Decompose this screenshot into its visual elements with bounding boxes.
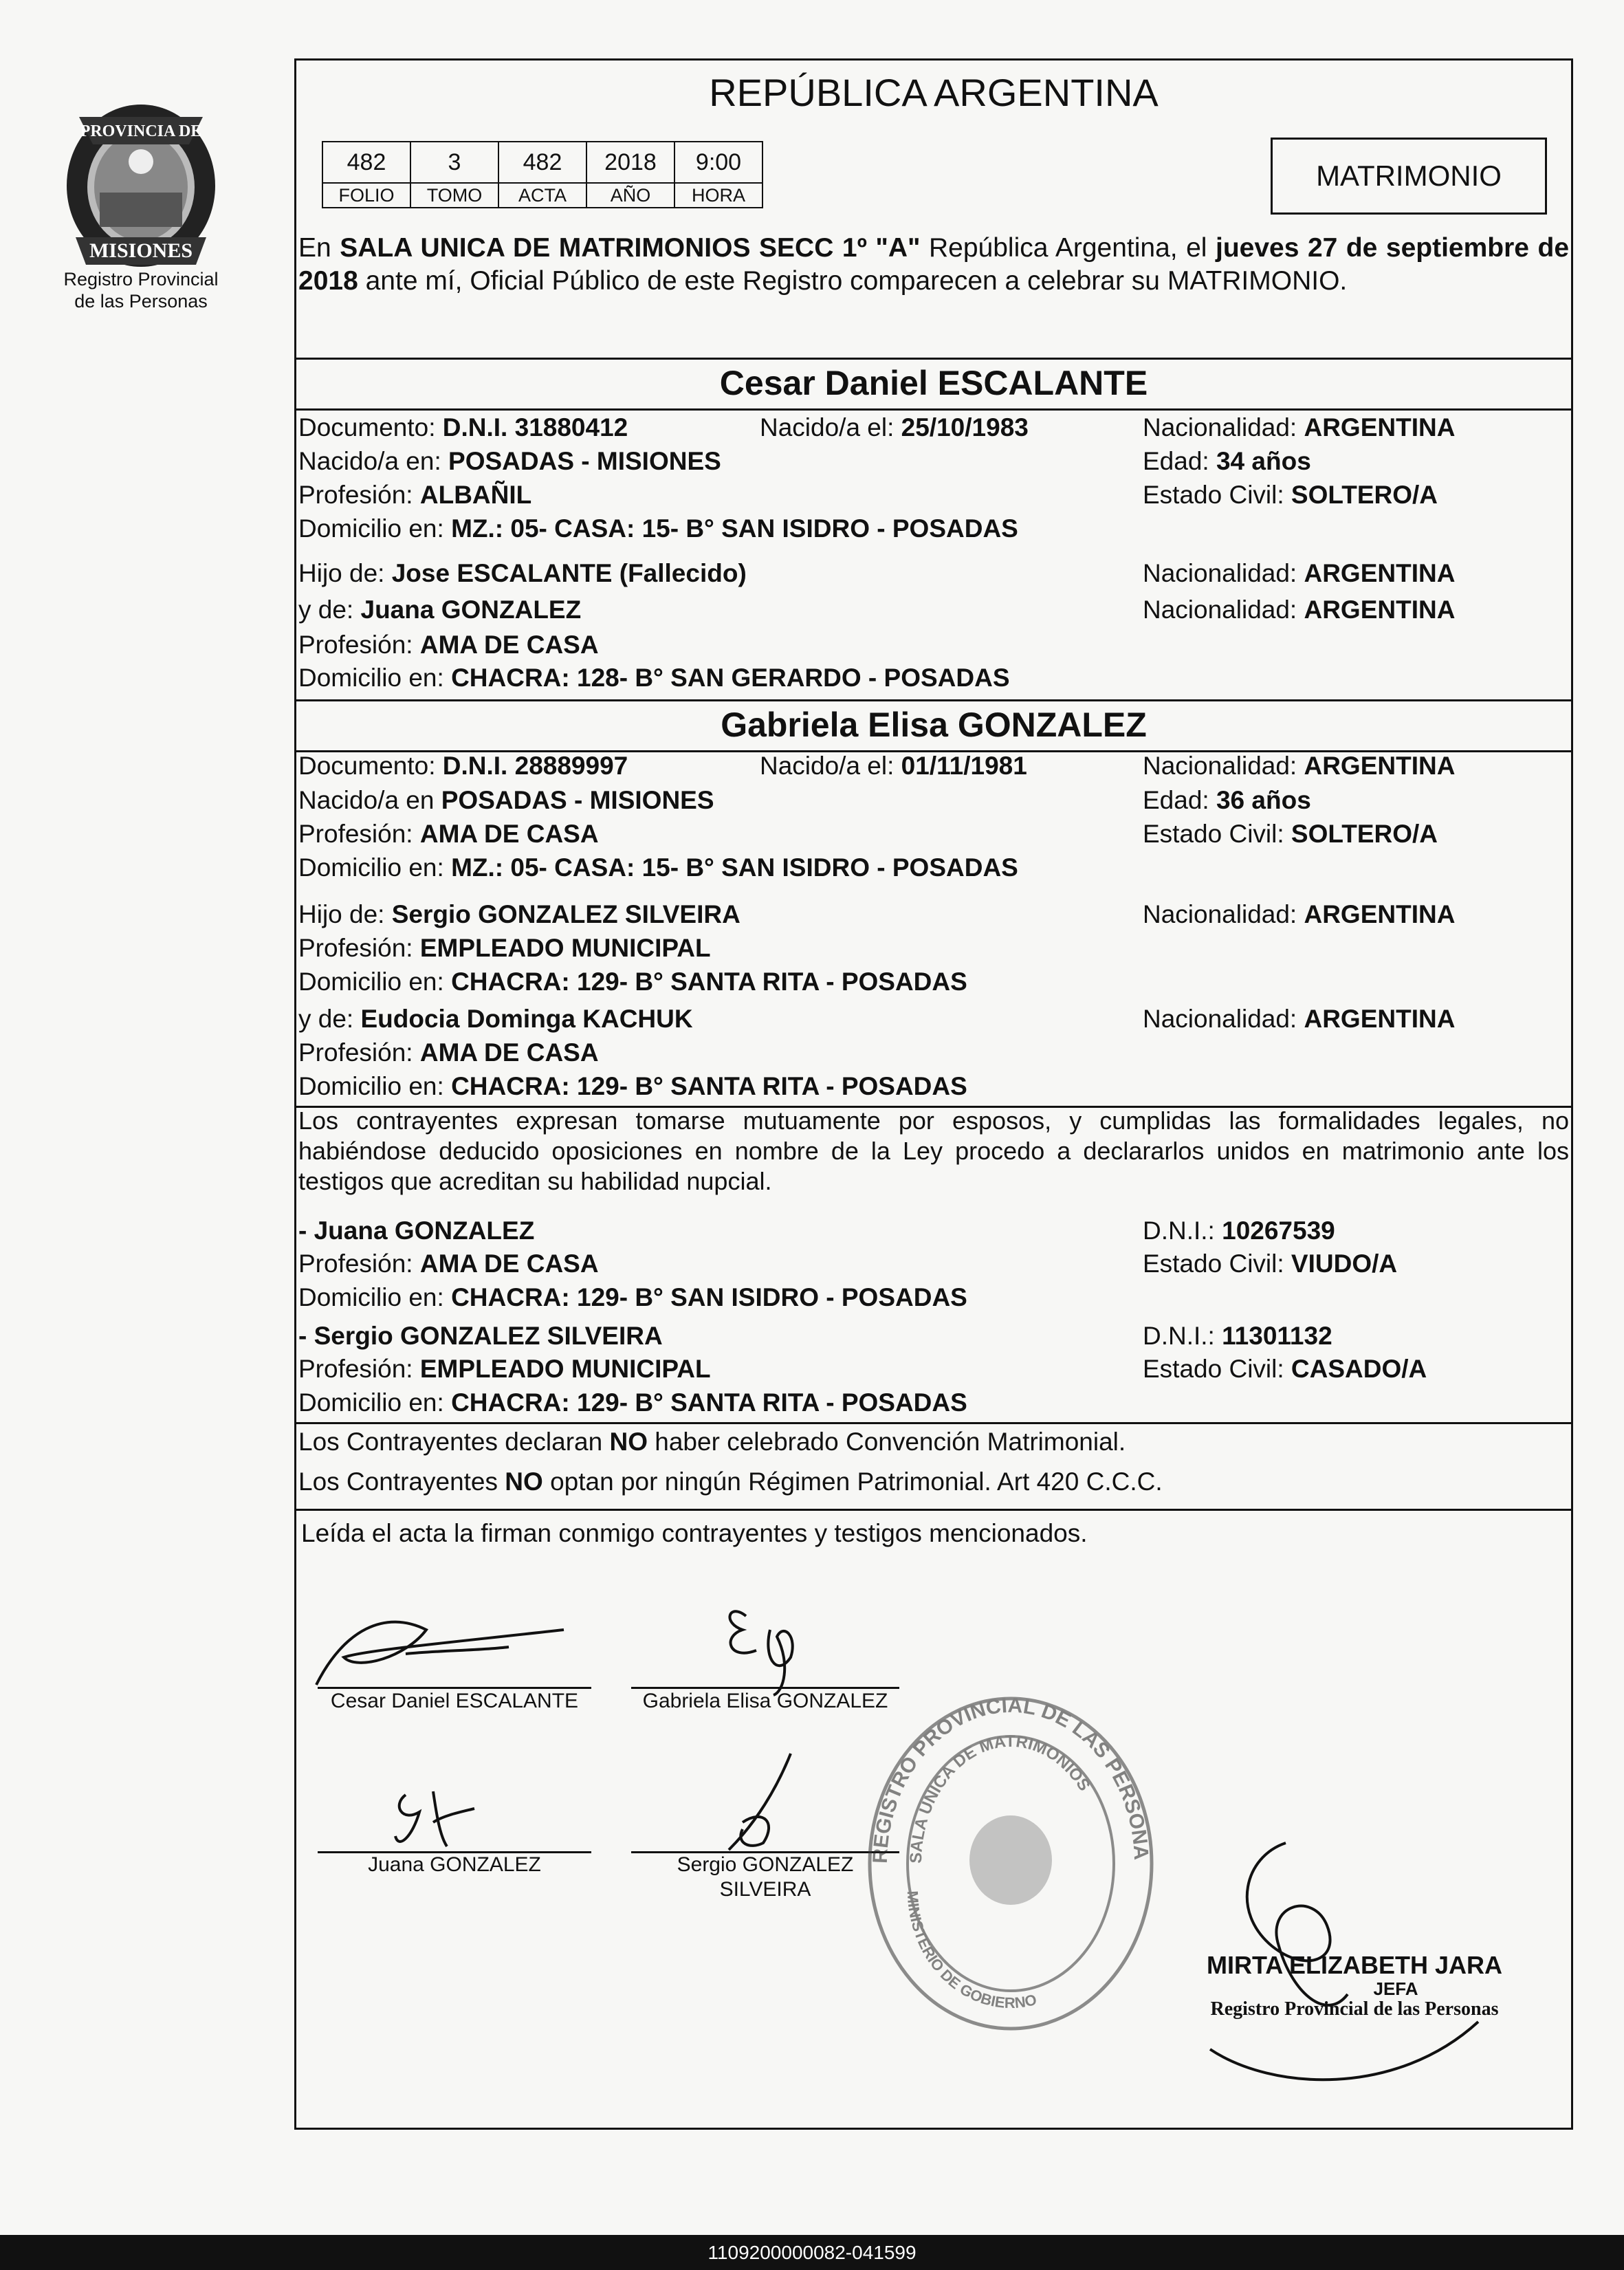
value: 10267539	[1222, 1216, 1335, 1245]
bride-document	[298, 750, 628, 783]
value: ARGENTINA	[1304, 559, 1456, 587]
label: Nacionalidad:	[1143, 900, 1304, 928]
witness1-dni	[1143, 1214, 1335, 1247]
regime-line	[298, 1465, 1163, 1498]
intro-text-4: MATRIMONIO.	[1167, 266, 1348, 296]
value: 36 años	[1216, 786, 1311, 814]
witness1-civil-status	[1143, 1247, 1397, 1280]
value: CASADO/A	[1291, 1355, 1427, 1383]
label: Domicilio en:	[298, 514, 452, 543]
witness2-address	[298, 1386, 967, 1419]
ano-value: 2018	[586, 142, 674, 183]
value: AMA DE CASA	[419, 1038, 599, 1067]
value: AMA DE CASA	[419, 631, 599, 659]
label: D.N.I.:	[1143, 1322, 1222, 1350]
label: Profesión:	[298, 1355, 420, 1383]
label: Edad:	[1143, 786, 1216, 814]
value: CHACRA: 129- B° SANTA RITA - POSADAS	[451, 968, 967, 996]
value: Juana GONZALEZ	[360, 596, 582, 624]
witness1-signature-scribble	[385, 1781, 481, 1857]
witness2-label-line2: SILVEIRA	[719, 1878, 811, 1901]
groom-father	[298, 557, 747, 590]
value: SOLTERO/A	[1291, 820, 1438, 848]
divider	[294, 1422, 1573, 1424]
label: Estado Civil:	[1143, 481, 1291, 509]
svg-text:SALA UNICA DE MATRIMONIOS: SALA UNICA DE MATRIMONIOS	[906, 1732, 1094, 1864]
value: ARGENTINA	[1304, 900, 1456, 928]
label: Domicilio en:	[298, 968, 452, 996]
value: 34 años	[1216, 447, 1311, 475]
svg-text:MISIONES: MISIONES	[89, 239, 193, 262]
svg-text:REGISTRO PROVINCIAL DE LAS PER: REGISTRO PROVINCIAL DE LAS PERSONA	[868, 1694, 1153, 1864]
intro-text-2: República Argentina, el	[920, 233, 1216, 263]
bride-mother-profession	[298, 1036, 599, 1069]
bride-name: Gabriela Elisa GONZALEZ	[721, 706, 1147, 744]
bride-mother-nationality	[1143, 1003, 1455, 1036]
label: Documento:	[298, 752, 443, 780]
official-role: JEFA	[1373, 1978, 1418, 1999]
value: CHACRA: 128- B° SAN GERARDO - POSADAS	[451, 664, 1010, 692]
label: Nacionalidad:	[1143, 1005, 1304, 1033]
label: y de:	[298, 1005, 361, 1033]
country-title: REPÚBLICA ARGENTINA	[709, 71, 1159, 114]
folio-label: FOLIO	[322, 183, 410, 208]
label: Nacido/a el:	[760, 413, 901, 441]
seal-icon	[859, 1692, 1162, 2036]
groom-document	[298, 411, 628, 444]
value: Eudocia Dominga KACHUK	[360, 1005, 693, 1033]
bride-nationality	[1143, 750, 1455, 783]
acta-value: 482	[498, 142, 586, 183]
label: Edad:	[1143, 447, 1216, 475]
label: y de:	[298, 596, 361, 624]
label: Nacido/a en	[298, 786, 441, 814]
groom-signature-scribble	[303, 1582, 591, 1699]
label: Domicilio en:	[298, 1072, 452, 1100]
intro-text-3: ante mí, Oficial Público de este Registro comparecen a celebrar su	[358, 266, 1160, 296]
groom-age	[1143, 445, 1311, 478]
tomo-label: TOMO	[410, 183, 498, 208]
svg-text:MINISTERIO DE GOBIERNO: MINISTERIO DE GOBIERNO	[903, 1890, 1039, 2012]
value: 25/10/1983	[901, 413, 1029, 441]
value: CHACRA: 129- B° SANTA RITA - POSADAS	[451, 1072, 967, 1100]
label: Documento:	[298, 413, 443, 441]
text: Los Contrayentes	[298, 1467, 505, 1496]
value: AMA DE CASA	[419, 1249, 599, 1278]
folio-value: 482	[322, 142, 410, 183]
value: SOLTERO/A	[1291, 481, 1438, 509]
value: - Juana GONZALEZ	[298, 1216, 535, 1245]
intro-paragraph	[298, 232, 1569, 298]
record-type-box: MATRIMONIO	[1271, 138, 1547, 215]
groom-birth-date	[760, 411, 1029, 444]
ano-label: AÑO	[586, 183, 674, 208]
label: Estado Civil:	[1143, 1355, 1291, 1383]
groom-address	[298, 512, 1018, 545]
witness2-profession	[298, 1353, 711, 1386]
value: VIUDO/A	[1291, 1249, 1398, 1278]
witness1-name	[298, 1214, 534, 1247]
groom-civil-status	[1143, 479, 1438, 512]
label: Profesión:	[298, 1249, 420, 1278]
divider	[294, 408, 1573, 411]
groom-profession	[298, 479, 531, 512]
bride-birthplace	[298, 784, 714, 817]
label: Profesión:	[298, 820, 420, 848]
witness1-signature-label: Juana GONZALEZ	[368, 1853, 541, 1876]
official-office: Registro Provincial de las Personas	[1210, 1998, 1499, 2020]
value: AMA DE CASA	[419, 820, 599, 848]
text: Los Contrayentes declaran	[298, 1428, 610, 1456]
hora-label: HORA	[674, 183, 762, 208]
label: Hijo de:	[298, 559, 392, 587]
tomo-value: 3	[410, 142, 498, 183]
bride-father-profession	[298, 932, 711, 965]
signature-icon	[385, 1781, 481, 1857]
footer-code: 1109200000082-041599	[0, 2235, 1624, 2270]
label: Profesión:	[298, 631, 420, 659]
bride-father-address	[298, 965, 967, 998]
label: Profesión:	[298, 1038, 420, 1067]
value: ALBAÑIL	[419, 481, 532, 509]
label: Hijo de:	[298, 900, 392, 928]
label: Estado Civil:	[1143, 1249, 1291, 1278]
bride-birth-date	[760, 750, 1027, 783]
svg-text:PROVINCIA DE: PROVINCIA DE	[80, 122, 202, 140]
signature-icon	[694, 1747, 818, 1864]
value: ARGENTINA	[1304, 596, 1456, 624]
bride-address	[298, 851, 1018, 884]
official-name: MIRTA ELIZABETH JARA	[1207, 1951, 1502, 1979]
bride-profession	[298, 818, 599, 851]
bride-civil-status	[1143, 818, 1438, 851]
logo-caption-line1: Registro Provincial	[63, 269, 219, 290]
province-emblem	[52, 89, 230, 275]
value: POSADAS - MISIONES	[441, 786, 714, 814]
label: Nacionalidad:	[1143, 596, 1304, 624]
value: EMPLEADO MUNICIPAL	[419, 934, 711, 962]
bride-signature-label: Gabriela Elisa GONZALEZ	[642, 1690, 888, 1712]
signature-icon	[303, 1582, 591, 1699]
groom-name: Cesar Daniel ESCALANTE	[719, 364, 1148, 402]
emphasis: NO	[609, 1428, 648, 1456]
label: Nacionalidad:	[1143, 559, 1304, 587]
label: Domicilio en:	[298, 1388, 452, 1417]
record-index-table	[322, 141, 763, 208]
value: 01/11/1981	[901, 752, 1027, 780]
value: Jose ESCALANTE (Fallecido)	[391, 559, 747, 587]
value: D.N.I. 28889997	[442, 752, 628, 780]
value: ARGENTINA	[1304, 413, 1456, 441]
signature-icon	[708, 1595, 846, 1699]
value: - Sergio GONZALEZ SILVEIRA	[298, 1322, 663, 1350]
intro-text-1: En	[298, 233, 340, 263]
logo-caption-line2: de las Personas	[74, 291, 208, 312]
groom-parents-profession	[298, 629, 599, 662]
groom-nationality	[1143, 411, 1455, 444]
misiones-emblem-icon	[52, 89, 230, 275]
groom-father-nationality	[1143, 557, 1455, 590]
value: EMPLEADO MUNICIPAL	[419, 1355, 711, 1383]
divider	[294, 358, 1573, 360]
groom-parents-address	[298, 662, 1010, 695]
bride-age	[1143, 784, 1311, 817]
official-stamp	[1196, 1952, 1513, 2020]
bride-signature-scribble	[708, 1595, 846, 1699]
text: haber celebrado Convención Matrimonial.	[648, 1428, 1126, 1456]
label: Domicilio en:	[298, 664, 452, 692]
bride-mother	[298, 1003, 693, 1036]
value: CHACRA: 129- B° SAN ISIDRO - POSADAS	[451, 1283, 967, 1311]
witness2-signature-scribble	[694, 1747, 818, 1864]
label: Nacionalidad:	[1143, 413, 1304, 441]
groom-signature-label: Cesar Daniel ESCALANTE	[330, 1690, 579, 1712]
witness2-label-line1: Sergio GONZALEZ	[677, 1853, 854, 1876]
label: Profesión:	[298, 934, 420, 962]
bride-father	[298, 898, 740, 931]
label: Profesión:	[298, 481, 420, 509]
divider	[294, 699, 1573, 701]
label: Domicilio en:	[298, 1283, 452, 1311]
label: Estado Civil:	[1143, 820, 1291, 848]
convention-line	[298, 1426, 1126, 1459]
text: optan por ningún Régimen Patrimonial. Art 420 C.C.C.	[542, 1467, 1163, 1496]
value: ARGENTINA	[1304, 752, 1456, 780]
closing-text: Leída el acta la firman conmigo contrayentes y testigos mencionados.	[301, 1519, 1088, 1547]
intro-date-b: septiembre de 2018	[298, 233, 1570, 296]
value: Sergio GONZALEZ SILVEIRA	[391, 900, 740, 928]
intro-date-a: jueves 27 de	[1216, 233, 1378, 263]
label: Nacionalidad:	[1143, 752, 1304, 780]
logo-caption	[28, 268, 254, 312]
groom-mother	[298, 593, 581, 626]
label: Domicilio en:	[298, 853, 452, 882]
groom-birthplace	[298, 445, 721, 478]
witness2-civil-status	[1143, 1353, 1427, 1386]
value: D.N.I. 31880412	[442, 413, 628, 441]
hora-value: 9:00	[674, 142, 762, 183]
value: MZ.: 05- CASA: 15- B° SAN ISIDRO - POSADAS	[451, 514, 1018, 543]
witness2-dni	[1143, 1320, 1332, 1353]
registry-seal	[859, 1692, 1162, 2036]
bride-mother-address	[298, 1070, 967, 1103]
emphasis: NO	[505, 1467, 543, 1496]
value: 11301132	[1222, 1322, 1332, 1350]
value: MZ.: 05- CASA: 15- B° SAN ISIDRO - POSADAS	[451, 853, 1018, 882]
label: Nacido/a en:	[298, 447, 449, 475]
intro-office: SALA UNICA DE MATRIMONIOS SECC 1º "A"	[340, 233, 921, 263]
witness2-name	[298, 1320, 663, 1353]
label: D.N.I.:	[1143, 1216, 1222, 1245]
value: CHACRA: 129- B° SANTA RITA - POSADAS	[451, 1388, 967, 1417]
groom-mother-nationality	[1143, 593, 1455, 626]
acta-label: ACTA	[498, 183, 586, 208]
value: ARGENTINA	[1304, 1005, 1456, 1033]
witness1-address	[298, 1281, 967, 1314]
declaration-paragraph: Los contrayentes expresan tomarse mutuamente por esposos, y cumplidas las formalidades legales, no habiéndose deducido oposiciones en nombre de la Ley procedo a declararlos unidos en matrimonio ante los testigos que acreditan su habilidad nupcial.	[298, 1106, 1569, 1195]
value: POSADAS - MISIONES	[448, 447, 721, 475]
label: Nacido/a el:	[760, 752, 901, 780]
bride-father-nationality	[1143, 898, 1455, 931]
witness1-profession	[298, 1247, 599, 1280]
divider	[294, 1509, 1573, 1511]
